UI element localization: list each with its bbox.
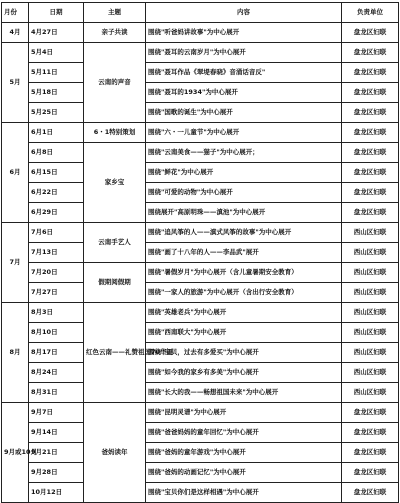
date-cell: 5月4日 [29, 43, 84, 63]
content-cell: 围绕"一家人的旅游"为中心展开（含出行安全教育） [146, 283, 342, 303]
header-content: 内容 [146, 3, 342, 23]
content-cell: 围绕"六・一儿童节"为中心展开 [146, 123, 342, 143]
content-cell: 围绕"如今我的家乡有多美"为中心展开 [146, 363, 342, 383]
month-cell: 5月 [2, 43, 29, 123]
unit-cell: 盘龙区妇联 [342, 423, 399, 443]
date-cell: 6月22日 [29, 183, 84, 203]
content-cell: 围绕"长大的我——畅想祖国未来"为中心展开 [146, 383, 342, 403]
date-cell: 4月27日 [29, 23, 84, 43]
unit-cell: 盘龙区妇联 [342, 63, 399, 83]
content-cell: 围绕"追风筝的人——滇式风筝的故事"为中心展开 [146, 223, 342, 243]
date-cell: 6月8日 [29, 143, 84, 163]
date-cell: 5月11日 [29, 63, 84, 83]
month-cell: 7月 [2, 223, 29, 303]
date-cell: 5月25日 [29, 103, 84, 123]
date-cell: 8月31日 [29, 383, 84, 403]
date-cell: 7月13日 [29, 243, 84, 263]
table-row [2, 303, 399, 323]
content-cell: 围绕"聂耳的云南岁月"为中心展开 [146, 43, 342, 63]
date-cell: 5月18日 [29, 83, 84, 103]
table-row [2, 203, 399, 223]
content-cell: 围绕展开"高原明珠——滇池"为中心展开 [146, 203, 342, 223]
unit-cell: 西山区妇联 [342, 383, 399, 403]
table-row [2, 383, 399, 403]
content-cell: 围绕"鲜花"为中心展开 [146, 163, 342, 183]
month-cell: 6月 [2, 123, 29, 223]
content-cell: 围绕"暑假岁月"为中心展开（含儿童暑期安全教育） [146, 263, 342, 283]
table-row [2, 243, 399, 263]
unit-cell: 西山区妇联 [342, 283, 399, 303]
unit-cell: 盘龙区妇联 [342, 403, 399, 423]
table-row [2, 423, 399, 443]
content-cell: 围绕"爸妈的动画记忆"为中心展开 [146, 463, 342, 483]
content-cell: 围绕"画了十八年的人——李品武"展开 [146, 243, 342, 263]
date-cell: 9月28日 [29, 463, 84, 483]
unit-cell: 盘龙区妇联 [342, 23, 399, 43]
date-cell: 6月29日 [29, 203, 84, 223]
unit-cell: 西山区妇联 [342, 243, 399, 263]
content-cell: 围绕"宝贝，过去有多爱买"为中心展开 [146, 343, 342, 363]
unit-cell: 西山区妇联 [342, 223, 399, 243]
month-cell: 9月或10月 [2, 403, 29, 503]
content-cell: 围绕"聂耳作品《翠堤春晓》音涌话音反" [146, 63, 342, 83]
table-row [2, 43, 399, 63]
date-cell: 8月3日 [29, 303, 84, 323]
unit-cell: 盘龙区妇联 [342, 103, 399, 123]
unit-cell: 盘龙区妇联 [342, 463, 399, 483]
table-row [2, 463, 399, 483]
content-cell: 围绕"爸爸妈妈的童年回忆"为中心展开 [146, 423, 342, 443]
date-cell: 7月20日 [29, 263, 84, 283]
header-unit: 负责单位 [342, 3, 399, 23]
content-cell: 围绕"云南美食——猫子"为中心展开； [146, 143, 342, 163]
date-cell: 7月27日 [29, 283, 84, 303]
unit-cell: 盘龙区妇联 [342, 443, 399, 463]
table-row [2, 23, 399, 43]
table-row [2, 103, 399, 123]
date-cell: 9月21日 [29, 443, 84, 463]
theme-cell: 6・1特别策划 [84, 123, 146, 143]
content-cell: 围绕"英雄老兵"为中心展开 [146, 303, 342, 323]
content-cell: 围绕"西南联大"为中心展开 [146, 323, 342, 343]
table-row [2, 223, 399, 243]
month-cell: 8月 [2, 303, 29, 403]
unit-cell: 盘龙区妇联 [342, 183, 399, 203]
content-cell: 围绕"宝贝你们是这样相遇"为中心展开 [146, 483, 342, 503]
unit-cell: 盘龙区妇联 [342, 43, 399, 63]
header-date: 日期 [29, 3, 84, 23]
unit-cell: 盘龙区妇联 [342, 483, 399, 503]
date-cell: 7月6日 [29, 223, 84, 243]
date-cell: 8月10日 [29, 323, 84, 343]
unit-cell: 盘龙区妇联 [342, 163, 399, 183]
table-row [2, 63, 399, 83]
unit-cell: 盘龙区妇联 [342, 143, 399, 163]
unit-cell: 盘龙区妇联 [342, 203, 399, 223]
unit-cell: 西山区妇联 [342, 303, 399, 323]
unit-cell: 西山区妇联 [342, 323, 399, 343]
table-row [2, 323, 399, 343]
content-cell: 围绕"昆明灵谱"为中心展开 [146, 403, 342, 423]
theme-cell: 亲子共读 [84, 23, 146, 43]
content-cell: 围绕"聂耳的1934"为中心展开 [146, 83, 342, 103]
table-row [2, 83, 399, 103]
theme-cell: 家乡宝 [84, 143, 146, 223]
table-header-row [2, 3, 399, 23]
content-cell: 围绕"国歌的诞生"为中心展开 [146, 103, 342, 123]
header-theme: 主题 [84, 3, 146, 23]
content-cell: 围绕"爸妈的童年游戏"为中心展开 [146, 443, 342, 463]
content-cell: 围绕"听爸妈讲故事"为中心展开 [146, 23, 342, 43]
date-cell: 6月15日 [29, 163, 84, 183]
unit-cell: 西山区妇联 [342, 343, 399, 363]
date-cell: 9月7日 [29, 403, 84, 423]
unit-cell: 西山区妇联 [342, 363, 399, 383]
month-cell: 4月 [2, 23, 29, 43]
date-cell: 9月14日 [29, 423, 84, 443]
theme-cell: 红色云南——礼赞祖国70华诞 [84, 303, 146, 403]
date-cell: 8月17日 [29, 343, 84, 363]
date-cell: 8月24日 [29, 363, 84, 383]
unit-cell: 西山区妇联 [342, 263, 399, 283]
schedule-body [2, 23, 399, 503]
date-cell: 6月1日 [29, 123, 84, 143]
unit-cell: 盘龙区妇联 [342, 123, 399, 143]
table-row [2, 363, 399, 383]
theme-cell: 假期阅假期 [84, 263, 146, 303]
table-row [2, 403, 399, 423]
table-row [2, 343, 399, 363]
theme-cell: 云南的声音 [84, 43, 146, 123]
header-month: 月份 [2, 3, 29, 23]
content-cell: 围绕"可爱的动物"为中心展开 [146, 183, 342, 203]
date-cell: 10月12日 [29, 483, 84, 503]
table-row [2, 123, 399, 143]
table-row [2, 163, 399, 183]
table-row [2, 183, 399, 203]
unit-cell: 盘龙区妇联 [342, 83, 399, 103]
table-row [2, 283, 399, 303]
schedule-table [1, 2, 399, 503]
theme-cell: 爸妈读年 [84, 403, 146, 503]
table-row [2, 143, 399, 163]
table-row [2, 263, 399, 283]
table-row [2, 443, 399, 463]
table-row [2, 483, 399, 503]
theme-cell: 云南手艺人 [84, 223, 146, 263]
